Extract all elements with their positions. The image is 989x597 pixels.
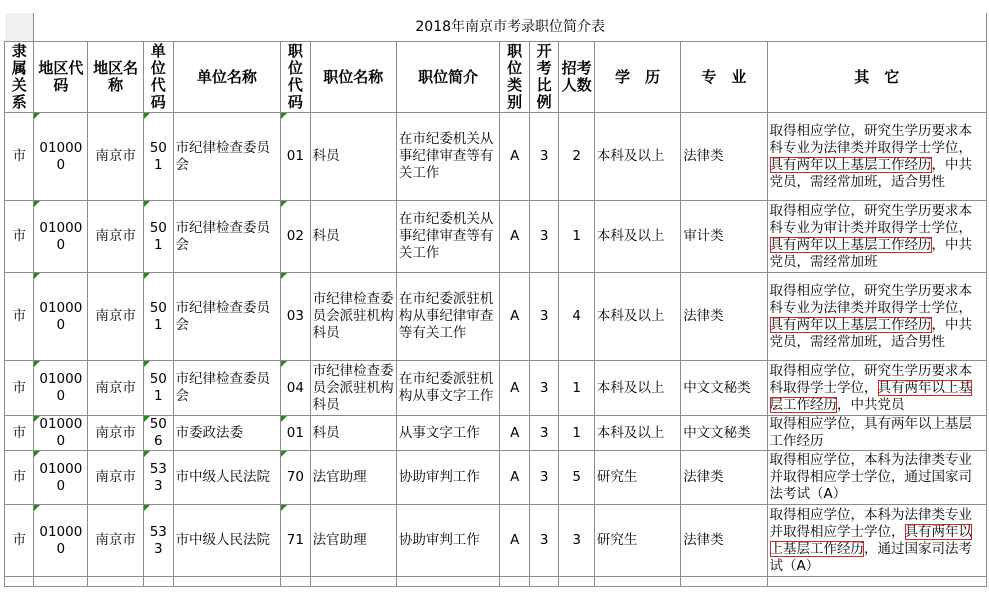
- table-row[interactable]: [5, 113, 987, 201]
- table-row[interactable]: [5, 361, 987, 416]
- edu-cell[interactable]: 本科及以上: [594, 273, 680, 361]
- pos-code-cell[interactable]: 03: [281, 273, 310, 361]
- other-text: ，中共党员，需经常加班，适合男性: [769, 316, 972, 350]
- other-text: ，中共党员，需经常加班，适合男性: [769, 156, 972, 190]
- pos-name-cell[interactable]: 法官助理: [310, 505, 396, 577]
- unit-code-cell[interactable]: 501: [144, 273, 173, 361]
- pos-desc-cell[interactable]: 协助审判工作: [396, 451, 500, 505]
- other-text: 取得相应学位，研究生学历要求本科专业为法律类并取得学士学位，: [769, 282, 972, 316]
- pos-code-cell[interactable]: 01: [281, 416, 310, 451]
- unit-code-cell[interactable]: 506: [144, 416, 173, 451]
- edu-cell[interactable]: 研究生: [594, 451, 680, 505]
- unit-name-cell[interactable]: 市中级人民法院: [173, 451, 281, 505]
- other-text: ，中共党员: [837, 396, 905, 413]
- table-row[interactable]: [5, 273, 987, 361]
- pos-name-cell[interactable]: 法官助理: [310, 451, 396, 505]
- header-cell: 地区名称: [88, 42, 144, 113]
- other-text: ，通过国家司法考试（A）: [769, 540, 972, 574]
- rel-cell[interactable]: 市: [5, 201, 34, 273]
- other-cell[interactable]: [767, 201, 987, 273]
- major-cell[interactable]: 法律类: [681, 505, 767, 577]
- other-cell[interactable]: [767, 505, 987, 577]
- table-row[interactable]: [5, 505, 987, 577]
- ratio-cell[interactable]: 3: [529, 451, 558, 505]
- header-cell: 单位名称: [173, 42, 281, 113]
- table-row-partial: [5, 577, 987, 587]
- area-name-cell[interactable]: 南京市: [88, 416, 144, 451]
- ratio-cell[interactable]: 3: [529, 361, 558, 416]
- unit-name-cell[interactable]: 市纪律检查委员会: [173, 201, 281, 273]
- area-code-cell[interactable]: 010000: [34, 451, 88, 505]
- major-cell[interactable]: 中文文秘类: [681, 361, 767, 416]
- pos-code-cell[interactable]: 01: [281, 113, 310, 201]
- unit-name-cell[interactable]: 市委政法委: [173, 416, 281, 451]
- other-text: 取得相应学位，本科为法律类专业并取得相应学士学位，通过国家司法考试（A）: [769, 452, 972, 502]
- header-cell: 职位代码: [281, 42, 310, 113]
- count-cell[interactable]: 1: [559, 201, 595, 273]
- pos-name-cell[interactable]: 科员: [310, 201, 396, 273]
- other-text: 取得相应学位，研究生学历要求本科专业为法律类并取得学士学位，: [769, 122, 972, 156]
- major-cell[interactable]: 法律类: [681, 451, 767, 505]
- other-cell[interactable]: [767, 361, 987, 416]
- table-title: 2018年南京市考录职位简介表: [34, 13, 987, 42]
- major-cell[interactable]: 审计类: [681, 201, 767, 273]
- count-cell[interactable]: 3: [559, 505, 595, 577]
- pos-type-cell[interactable]: A: [500, 273, 529, 361]
- pos-type-cell[interactable]: A: [500, 451, 529, 505]
- ratio-cell[interactable]: 3: [529, 505, 558, 577]
- pos-type-cell[interactable]: A: [500, 201, 529, 273]
- area-name-cell[interactable]: 南京市: [88, 273, 144, 361]
- pos-desc-cell[interactable]: 协助审判工作: [396, 505, 500, 577]
- area-name-cell[interactable]: 南京市: [88, 505, 144, 577]
- area-code-cell[interactable]: 010000: [34, 273, 88, 361]
- header-cell: 地区代码: [34, 42, 88, 113]
- header-cell: 职位名称: [310, 42, 396, 113]
- unit-code-cell[interactable]: 533: [144, 451, 173, 505]
- pos-name-cell[interactable]: 科员: [310, 113, 396, 201]
- major-cell[interactable]: 中文文秘类: [681, 416, 767, 451]
- edu-cell[interactable]: 本科及以上: [594, 113, 680, 201]
- count-cell[interactable]: 1: [559, 416, 595, 451]
- unit-code-cell[interactable]: 533: [144, 505, 173, 577]
- header-row: [5, 42, 987, 113]
- edu-cell[interactable]: 本科及以上: [594, 201, 680, 273]
- header-cell: 招考人数: [559, 42, 595, 113]
- pos-desc-cell[interactable]: 从事文字工作: [396, 416, 500, 451]
- pos-name-cell[interactable]: 市纪律检查委员会派驻机构科员: [310, 361, 396, 416]
- area-name-cell[interactable]: 南京市: [88, 451, 144, 505]
- ratio-cell[interactable]: 3: [529, 201, 558, 273]
- header-cell: 职位简介: [396, 42, 500, 113]
- other-text: 取得相应学位，具有两年以上基层工作经历: [769, 416, 972, 449]
- area-name-cell[interactable]: 南京市: [88, 201, 144, 273]
- table-row[interactable]: [5, 201, 987, 273]
- edu-cell[interactable]: 本科及以上: [594, 416, 680, 451]
- unit-code-cell[interactable]: 501: [144, 113, 173, 201]
- unit-name-cell[interactable]: 市纪律检查委员会: [173, 273, 281, 361]
- other-cell[interactable]: [767, 451, 987, 505]
- area-code-cell[interactable]: 010000: [34, 416, 88, 451]
- pos-desc-cell[interactable]: 在市纪委派驻机构从事纪律审查等有关工作: [396, 273, 500, 361]
- pos-code-cell[interactable]: 70: [281, 451, 310, 505]
- count-cell[interactable]: 5: [559, 451, 595, 505]
- rel-cell[interactable]: 市: [5, 451, 34, 505]
- pos-type-cell[interactable]: A: [500, 505, 529, 577]
- highlight-annotation: 具有两年以上基层工作经历: [769, 156, 932, 173]
- header-cell: 开考比例: [529, 42, 558, 113]
- unit-name-cell[interactable]: 市纪律检查委员会: [173, 361, 281, 416]
- ratio-cell[interactable]: 3: [529, 273, 558, 361]
- count-cell[interactable]: 4: [559, 273, 595, 361]
- count-cell[interactable]: 1: [559, 361, 595, 416]
- ratio-cell[interactable]: 3: [529, 113, 558, 201]
- pos-type-cell[interactable]: A: [500, 361, 529, 416]
- other-text: 取得相应学位，研究生学历要求本科取得学士学位，: [769, 362, 972, 396]
- area-code-cell[interactable]: 010000: [34, 361, 88, 416]
- highlight-annotation: 具有两年以上基层工作经历: [769, 236, 932, 253]
- unit-code-cell[interactable]: 501: [144, 201, 173, 273]
- other-cell[interactable]: [767, 273, 987, 361]
- rel-cell[interactable]: 市: [5, 113, 34, 201]
- other-cell[interactable]: [767, 113, 987, 201]
- other-text: 取得相应学位，本科为法律类专业并取得相应学士学位，: [769, 506, 972, 540]
- pos-name-cell[interactable]: 科员: [310, 416, 396, 451]
- unit-name-cell[interactable]: 市纪律检查委员会: [173, 113, 281, 201]
- pos-code-cell[interactable]: 71: [281, 505, 310, 577]
- header-cell: 学 历: [594, 42, 680, 113]
- unit-name-cell[interactable]: 市中级人民法院: [173, 505, 281, 577]
- edu-cell[interactable]: 本科及以上: [594, 361, 680, 416]
- rel-cell[interactable]: 市: [5, 416, 34, 451]
- ratio-cell[interactable]: 3: [529, 416, 558, 451]
- unit-code-cell[interactable]: 501: [144, 361, 173, 416]
- rel-cell[interactable]: 市: [5, 361, 34, 416]
- other-cell[interactable]: [767, 416, 987, 451]
- area-code-cell[interactable]: 010000: [34, 201, 88, 273]
- pos-code-cell[interactable]: 02: [281, 201, 310, 273]
- other-text: 取得相应学位，研究生学历要求本科专业为审计类并取得学士学位，: [769, 202, 972, 236]
- pos-type-cell[interactable]: A: [500, 416, 529, 451]
- header-cell: 专 业: [681, 42, 767, 113]
- highlight-annotation: 具有两年以上基层工作经历: [769, 379, 972, 413]
- pos-desc-cell[interactable]: 在市纪委派驻机构从事文字工作: [396, 361, 500, 416]
- area-code-cell[interactable]: 010000: [34, 113, 88, 201]
- pos-name-cell[interactable]: 市纪律检查委员会派驻机构科员: [310, 273, 396, 361]
- rel-cell[interactable]: 市: [5, 505, 34, 577]
- edu-cell[interactable]: 研究生: [594, 505, 680, 577]
- rel-cell[interactable]: 市: [5, 273, 34, 361]
- table-row[interactable]: [5, 451, 987, 505]
- table-row[interactable]: [5, 416, 987, 451]
- highlight-annotation: 具有两年以上基层工作经历: [769, 523, 972, 557]
- header-cell: 单位代码: [144, 42, 173, 113]
- pos-type-cell[interactable]: A: [500, 113, 529, 201]
- pos-desc-cell[interactable]: 在市纪委机关从事纪律审查等有关工作: [396, 201, 500, 273]
- count-cell[interactable]: 2: [559, 113, 595, 201]
- major-cell[interactable]: 法律类: [681, 273, 767, 361]
- header-cell: 隶属关系: [5, 42, 34, 113]
- area-name-cell[interactable]: 南京市: [88, 361, 144, 416]
- other-text: ，中共党员，需经常加班: [769, 236, 972, 270]
- highlight-annotation: 具有两年以上基层工作经历: [769, 316, 932, 333]
- corner-cell: [5, 13, 34, 42]
- pos-code-cell[interactable]: 04: [281, 361, 310, 416]
- area-name-cell[interactable]: 南京市: [88, 113, 144, 201]
- major-cell[interactable]: 法律类: [681, 113, 767, 201]
- positions-table: [4, 13, 987, 587]
- area-code-cell[interactable]: 010000: [34, 505, 88, 577]
- header-cell: 职位类别: [500, 42, 529, 113]
- pos-desc-cell[interactable]: 在市纪委机关从事纪律审查等有关工作: [396, 113, 500, 201]
- header-cell: 其 它: [767, 42, 987, 113]
